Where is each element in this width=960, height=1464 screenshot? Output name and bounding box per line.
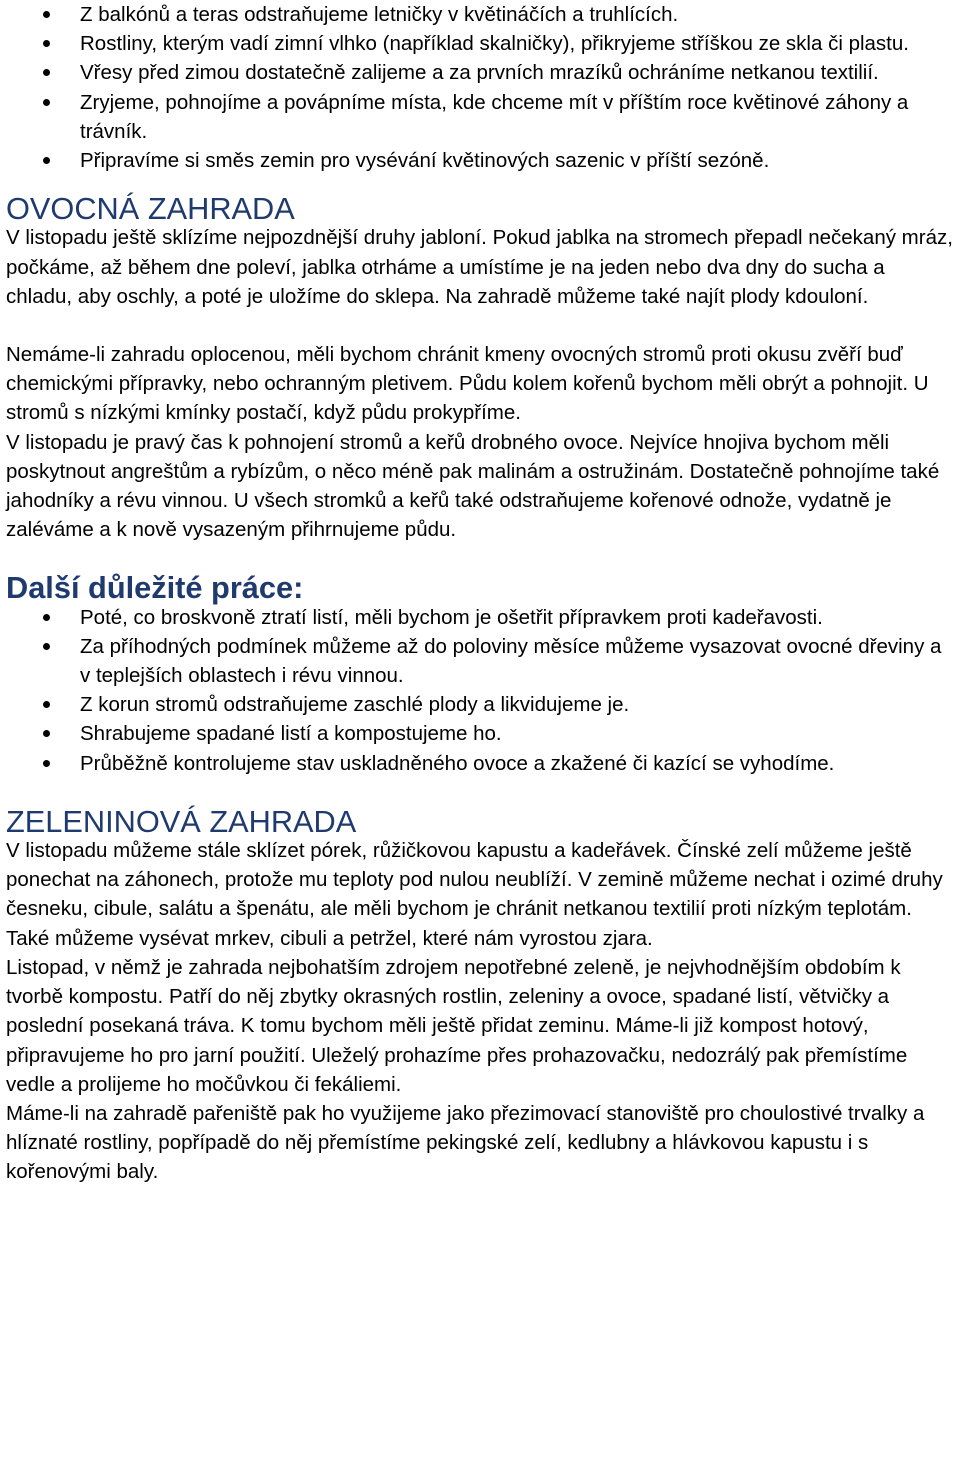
bullet-icon: [43, 730, 50, 737]
list-item-text: Rostliny, kterým vadí zimní vlhko (například skalničky), přikryjeme stříškou ze skla či plastu.: [80, 32, 909, 56]
vegetable-paragraph-2: Listopad, v němž je zahrada nejbohatším zdrojem nepotřebné zeleně, je nejvhodnějším obdobím k tvorbě kompostu. Patří do něj zbytky okrasných rostlin, zeleniny a ovoce, spadané listí, větvičky a poslední posekaná tráva. K tomu bychom měli ještě přidat zeminu. Máme-li již kompost hotový, připravujeme ho pro jarní použití. Uleželý prohazíme přes prohazovačku, nedozrálý pak přemístíme vedle a prolijeme ho močůvkou či fekáliemi.: [6, 955, 908, 1096]
orchard-heading: OVOCNÁ ZAHRADA: [6, 191, 295, 227]
list-item-text: Z korun stromů odstraňujeme zaschlé plody a likvidujeme je.: [80, 693, 630, 717]
list-item: [6, 719, 956, 748]
vegetable-paragraph-3: Máme-li na zahradě pařeniště pak ho využijeme jako přezimovací stanoviště pro choulostivé trvalky a hlíznaté rostliny, popřípadě do něj přemístíme pekingské zelí, kedlubny a hlávkovou kapustu i s kořenovými baly.: [6, 1101, 925, 1184]
list-item: [6, 58, 956, 87]
bullet-icon: [43, 760, 50, 767]
list-item: [6, 603, 956, 632]
vegetable-paragraph-1: V listopadu můžeme stále sklízet pórek, růžičkovou kapustu a kadeřávek. Čínské zelí můžeme ještě ponechat na záhonech, protože mu teploty pod nulou neublíží. V zemině můžeme nechat i ozimé druhy česneku, cibule, salátu a špenátu, ale měli bychom je chránit netkanou textilií proti nízkým teplotám. Také můžeme vysévat mrkev, cibuli a petržel, které nám vyrostou zjara.: [6, 839, 943, 950]
list-item-text: Zryjeme, pohnojíme a povápníme místa, kde chceme mít v příštím roce květinové záhony a trávník.: [80, 90, 909, 143]
list-item-text: Z balkónů a teras odstraňujeme letničky v květináčích a truhlících.: [80, 3, 679, 26]
vegetable-heading: ZELENINOVÁ ZAHRADA: [6, 803, 357, 839]
bullet-icon: [43, 11, 50, 18]
other-work-heading: Další důležité práce:: [6, 570, 304, 606]
list-item-text: Vřesy před zimou dostatečně zalijeme a za prvních mrazíků ochráníme netkanou textilií.: [80, 61, 879, 85]
bullet-icon: [43, 99, 50, 106]
list-item: [6, 0, 956, 29]
orchard-paragraph-1: V listopadu ještě sklízíme nejpozdnější druhy jabloní. Pokud jablka na stromech přepadl nečekaný mráz, počkáme, až během dne poleví, jablka otrháme a umístíme je na jeden nebo dva dny do sucha a chladu, aby oschly, a poté je uložíme do sklepa. Na zahradě můžeme také najít plody kdouloní.: [6, 226, 953, 308]
list-item-text: Za příhodných podmínek můžeme až do poloviny měsíce můžeme vysazovat ovocné dřeviny a v teplejších oblastech i révu vinnou.: [80, 634, 942, 688]
list-item: [6, 632, 956, 690]
bullet-icon: [43, 69, 50, 76]
orchard-paragraph-3: V listopadu je pravý čas k pohnojení stromů a keřů drobného ovoce. Nejvíce hnojiva bychom měli poskytnout angreštům a rybízům, o něco méně pak malinám a ostružinám. Dostatečně pohnojíme také jahodníky a révu vinnou. U všech stromků a keřů také odstraňujeme kořenové odnože, vydatně je zaléváme a k nově vysazeným přihrnujeme půdu.: [6, 430, 940, 542]
list-item-text: Poté, co broskvoně ztratí listí, měli bychom je ošetřit přípravkem proti kadeřavosti.: [80, 605, 823, 629]
list-item-text: Připravíme si směs zemin pro vysévání květinových sazenic v příští sezóně.: [80, 149, 770, 173]
list-item: [6, 29, 956, 58]
list-item-text: Průběžně kontrolujeme stav uskladněného ovoce a zkažené či kazící se vyhodíme.: [80, 751, 835, 775]
list-item: [6, 690, 956, 719]
bullet-icon: [43, 643, 50, 650]
intro-bullet-list: [6, 0, 956, 175]
list-item: [6, 88, 956, 146]
bullet-icon: [43, 614, 50, 621]
orchard-paragraph-2: Nemáme-li zahradu oplocenou, měli bychom chránit kmeny ovocných stromů proti okusu zvěří buď chemickými přípravky, nebo ochranným pletivem. Půdu kolem kořenů bychom měli obrýt a pohnojit. U stromů s nízkými kmínky postačí, když půdu prokypříme.: [6, 343, 929, 425]
list-item-text: Shrabujeme spadané listí a kompostujeme ho.: [80, 722, 502, 746]
list-item: [6, 749, 956, 778]
other-work-bullet-list: [6, 603, 956, 778]
bullet-icon: [43, 40, 50, 47]
bullet-icon: [43, 157, 50, 164]
list-item: [6, 146, 956, 175]
bullet-icon: [43, 701, 50, 708]
